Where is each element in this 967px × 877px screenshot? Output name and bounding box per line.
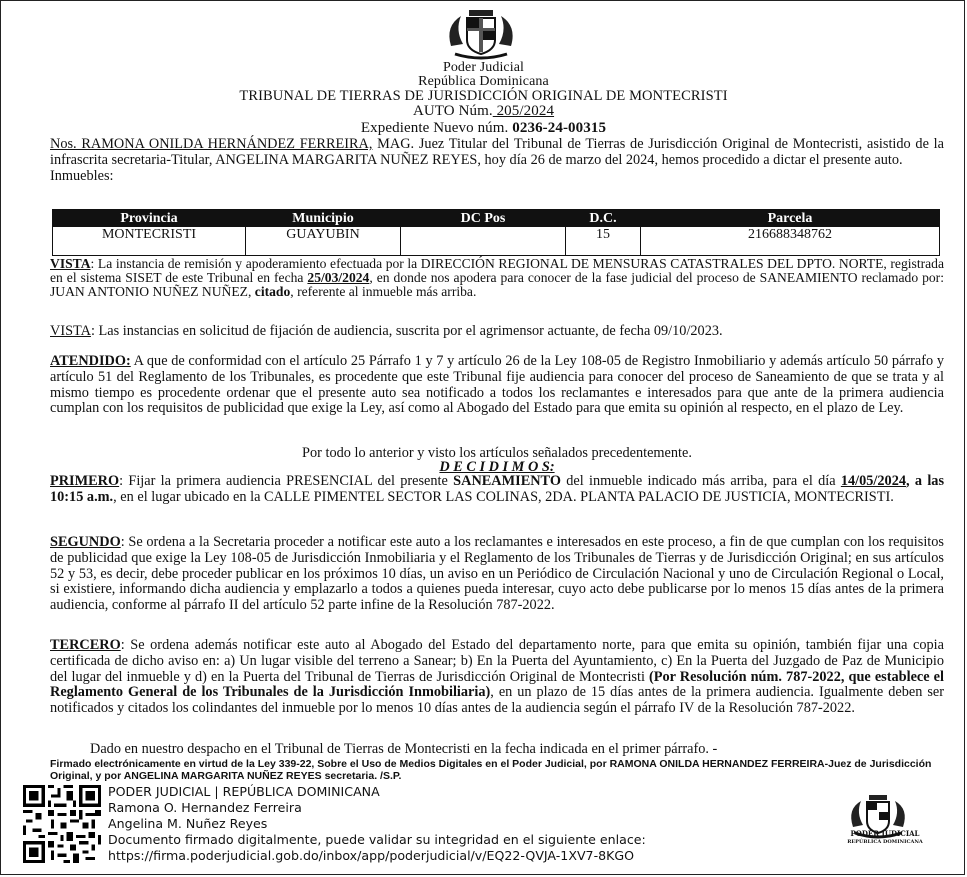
primero-label: PRIMERO [50, 473, 120, 489]
table-row [53, 227, 940, 256]
coat-of-arms-icon [441, 6, 521, 62]
intro-paragraph: Nos. RAMONA ONILDA HERNÁNDEZ FERREIRA, MAG. Juez Titular del Tribunal de Tierras de Jurisdicción Original de Montecristi, asistido de la infrascrita secretaria-Titular, ANGELINA MARGARITA NUÑEZ REYES, hoy día 26 de marzo del 2024, hemos procedido a dictar el presente auto. Inmuebles: [50, 136, 944, 184]
auto-prefix: AUTO Núm. [412, 103, 493, 119]
footer-org: PODER JUDICIAL | REPÚBLICA DOMINICANA [108, 784, 380, 799]
expediente-prefix: Expediente Nuevo núm. [360, 120, 509, 136]
cell-provincia: MONTECRISTI [53, 227, 246, 256]
vista-paragraph-1: VISTA: La instancia de remisión y apoderamiento efectuada por la DIRECCIÓN REGIONAL DE MENSURAS CATASTRALES DEL DPTO. NORTE, registrada en el sistema SISET de este Tribunal en fecha 25/03/2024, en donde nos apodera para conocer de la fase judicial del proceso de SANEAMIENTO reclamado por: JUAN ANTONIO NUÑEZ NUÑEZ, citado, referente al inmueble más arriba. [50, 256, 944, 300]
expediente-number: 0236-24-00315 [512, 120, 607, 136]
atendido-label: ATENDIDO: [50, 353, 131, 369]
col-provincia: Provincia [53, 210, 246, 227]
tercero-label: TERCERO [50, 637, 121, 653]
cell-dc-pos [401, 227, 566, 256]
cell-municipio: GUAYUBIN [246, 227, 401, 256]
primero-paragraph: PRIMERO: Fijar la primera audiencia PRESENCIAL del presente SANEAMIENTO del inmueble indicado más arriba, para el día 14/05/2024, a las 10:15 a.m., en el lugar ubicado en la CALLE PIMENTEL SECTOR LAS COLINAS, 2DA. PLANTA PALACIO DE JUSTICIA, MONTECRISTI. [50, 473, 945, 505]
expediente-line [0, 121, 967, 136]
inmuebles-label: Inmuebles: [50, 167, 114, 184]
atendido-paragraph: ATENDIDO: A que de conformidad con el artículo 25 Párrafo 1 y 7 y artículo 26 de la Ley 108-05 de Registro Inmobiliario y además artículo 50 párrafo y artículo 51 del Reglamento de los Tribunales, es procedente que este Tribunal fije audiencia para conocer del proceso de Saneamiento de que se trata y al mismo tiempo es procedente ordenar que el presente auto sea notificado a todos los reclamantes e interesados para que ante de la primera audiencia cumplan con los requisitos de publicidad que exige la Ley, así como al Abogado del Estado para que emita su opinión al respecto, en el plazo de Ley. [50, 353, 944, 417]
dado-line: Dado en nuestro despacho en el Tribunal de Tierras de Montecristi en la fecha indicada en el primer párrafo. - [90, 741, 718, 757]
footer-signer-1: Ramona O. Hernandez Ferreira [108, 800, 302, 815]
electronic-signature-note: Firmado electrónicamente en virtud de la Ley 339-22, Sobre el Uso de Medios Digitales en el Poder Judicial, por RAMONA ONILDA HERNANDEZ FERREIRA-Juez de Jurisdicción Original, y por ANGELINA MARGARITA NUÑEZ REYES secretaria. /S.P. [50, 758, 932, 782]
auto-number-line [0, 104, 967, 119]
col-dc-pos: DC Pos [401, 210, 566, 227]
col-dc: D.C. [566, 210, 641, 227]
validation-link[interactable]: https://firma.poderjudicial.gob.do/inbox/app/poderjudicial/v/EQ22-QVJA-1XV7-8KGO [108, 848, 635, 863]
qr-code-icon [23, 785, 101, 863]
col-municipio: Municipio [246, 210, 401, 227]
cell-dc: 15 [566, 227, 641, 256]
property-table [52, 209, 940, 256]
court-name: TRIBUNAL DE TIERRAS DE JURISDICCIÓN ORIGINAL DE MONTECRISTI [239, 88, 728, 104]
country-name: República Dominicana [418, 74, 549, 89]
cell-parcela: 216688348762 [641, 227, 940, 256]
digital-signature-footer [108, 784, 646, 864]
vista-paragraph-2: VISTA: Las instancias en solicitud de fijación de audiencia, suscrita por el agrimensor actuante, de fecha 09/10/2023. [50, 323, 723, 339]
judge-name: Nos. RAMONA ONILDA HERNÁNDEZ FERREIRA, [50, 136, 373, 152]
segundo-label: SEGUNDO [50, 534, 121, 550]
por-todo-line: Por todo lo anterior y visto los artículos señalados precedentemente. [302, 445, 692, 461]
auto-number: 205/2024 [492, 103, 555, 119]
footer-validate-text: Documento firmado digitalmente, puede validar su integridad en el siguiente enlace: [108, 832, 646, 847]
tercero-paragraph: TERCERO: Se ordena además notificar este auto al Abogado del Estado del departamento norte, para que emita su opinión, también fijar una copia certificada de dicho aviso en: a) Un lugar visible del terreno a Sanear; b) En la Puerta del Ayuntamiento, c) En la Puerta del Juzgado de Paz de Municipio del lugar del inmueble y d) en la Puerta del Tribunal de Tierras de Jurisdicción Original de Montecristi (Por Resolución núm. 787-2022, que establece el Reglamento General de los Tribunales de la Jurisdicción Inmobiliaria), en un plazo de 15 días antes de la primera audiencia. Igualmente deben ser notificados y citados los colindantes del inmueble por lo menos 10 días antes de la audiencia según el párrafo IV de la Resolución 787-2022. [50, 637, 944, 717]
footer-signer-2: Angelina M. Nuñez Reyes [108, 816, 268, 831]
decidimos-heading: D E C I D I M O S: [439, 459, 555, 475]
col-parcela: Parcela [641, 210, 940, 227]
org-name: Poder Judicial [442, 60, 525, 75]
vista-label: VISTA [50, 256, 91, 271]
poder-judicial-logo-text: PODER JUDICIAL REPÚBLICA DOMINICANA [847, 829, 923, 845]
segundo-paragraph: SEGUNDO: Se ordena a la Secretaria proceder a notificar este auto a los reclamantes e interesados en este proceso, a fin de que cumplan con los requisitos de publicidad que exige la Ley 108-05 de Jurisdicción Inmobiliaria y el Reglamento de los Tribunales de Tierras y de Jurisdicción Original; en sus artículos 52 y 53, es decir, debe proceder publicar en los próximos 10 días, un aviso en un Periódico de Circulación Nacional y uno de Circulación Regional o Local, si existiere, informando dicha audiencia y emplazarlo a todos a quienes pueda interesar, cuyo acto debe publicarse por lo menos 15 días antes de la primera audiencia, conforme al párrafo II del artículo 52 parte infine de la Resolución 787-2022. [50, 534, 944, 614]
vista-label: VISTA [50, 323, 91, 339]
